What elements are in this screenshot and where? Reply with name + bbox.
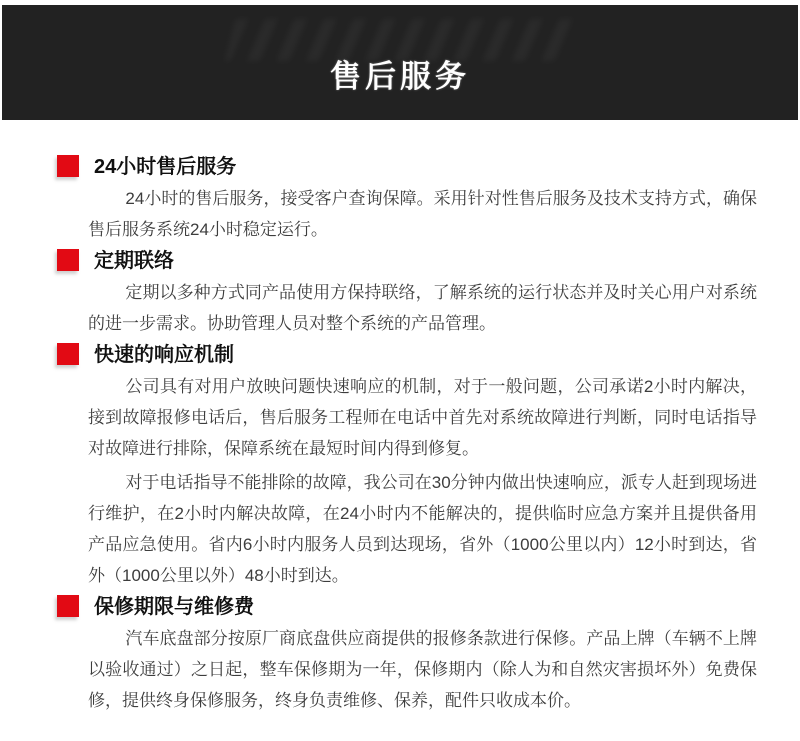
section-heading xyxy=(57,594,757,620)
section-paragraph: 对于电话指导不能排除的故障，我公司在30分钟内做出快速响应，派专人赶到现场进行维护，在2小时内解决故障，在24小时内不能解决的，提供临时应急方案并且提供备用产品应急使用。省内6小时内服务人员到达现场，省外（1000公里以内）12小时到达，省外（1000公里以外）48小时到达。 xyxy=(88,473,757,585)
section-warranty xyxy=(57,594,757,716)
section-title: 保修期限与维修费 xyxy=(94,596,254,618)
red-square-bullet-icon xyxy=(57,155,79,177)
section-paragraph: 公司具有对用户放映问题快速响应的机制，对于一般问题，公司承诺2小时内解决，接到故障报修电话后，售后服务工程师在电话中首先对系统故障进行判断，同时电话指导对故障进行排除，保障系统在最短时间内得到修复。 xyxy=(88,377,757,458)
red-square-bullet-icon xyxy=(57,343,79,365)
page-header xyxy=(2,5,798,120)
section-paragraph: 24小时的售后服务，接受客户查询保障。采用针对性售后服务及技术支持方式，确保售后服务系统24小时稳定运行。 xyxy=(88,189,757,239)
section-paragraph: 定期以多种方式同产品使用方保持联络，了解系统的运行状态并及时关心用户对系统的进一步需求。协助管理人员对整个系统的产品管理。 xyxy=(88,283,757,333)
section-heading xyxy=(57,342,757,368)
red-square-bullet-icon xyxy=(57,249,79,271)
section-title: 24小时售后服务 xyxy=(94,156,237,178)
section-24h-service xyxy=(57,154,757,245)
page-title: 售后服务 xyxy=(330,59,470,94)
section-heading xyxy=(57,154,757,180)
section-paragraph: 汽车底盘部分按原厂商底盘供应商提供的报修条款进行保修。产品上牌（车辆不上牌以验收通过）之日起，整车保修期为一年，保修期内（除人为和自然灾害损坏外）免费保修，提供终身保修服务，终身负责维修、保养，配件只收成本价。 xyxy=(88,629,757,710)
section-regular-contact xyxy=(57,248,757,339)
section-title: 快速的响应机制 xyxy=(94,344,234,366)
red-square-bullet-icon xyxy=(57,595,79,617)
section-heading xyxy=(57,248,757,274)
section-title: 定期联络 xyxy=(94,250,174,272)
page-content xyxy=(0,120,800,716)
section-fast-response xyxy=(57,342,757,591)
